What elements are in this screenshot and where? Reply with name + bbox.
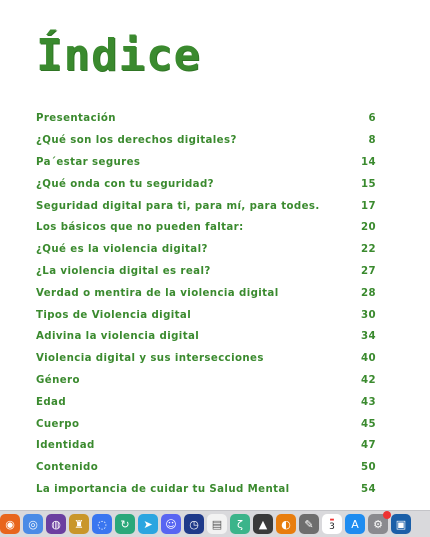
toc-entry-label: Identidad (36, 440, 95, 452)
toc-entry-label: Cuerpo (36, 418, 80, 430)
feather-icon[interactable]: ζ (230, 514, 250, 534)
telegram-icon[interactable]: ➤ (138, 514, 158, 534)
toc-entry[interactable] (36, 108, 376, 130)
toc-entry-page-number: 27 (361, 265, 376, 277)
toc-entry-page-number: 54 (361, 483, 376, 495)
toc-entry-label: Los básicos que no pueden faltar: (36, 222, 244, 234)
toc-entry-label: Contenido (36, 462, 99, 474)
chrome-icon[interactable]: ◎ (23, 514, 43, 534)
toc-entry-page-number: 15 (361, 178, 376, 190)
toc-entry-page-number: 34 (361, 331, 376, 343)
toc-entry-label: Violencia digital y sus intersecciones (36, 353, 264, 365)
toc-entry[interactable] (36, 152, 376, 174)
calendar-month-strip: ▬ (329, 516, 335, 523)
toc-entry-label: Verdad o mentira de la violencia digital (36, 287, 279, 299)
toc-entry-label: Pa´estar segures (36, 156, 141, 168)
toc-entry[interactable] (36, 282, 376, 304)
calendar-day: 3 (329, 521, 335, 532)
toc-entry[interactable] (36, 326, 376, 348)
toc-entry-page-number: 22 (361, 244, 376, 256)
toc-entry-label: Tipos de Violencia digital (36, 309, 192, 321)
toc-entry-label: Seguridad digital para ti, para mí, para todes. (36, 200, 320, 212)
toc-entry-label: Adivina la violencia digital (36, 331, 200, 343)
firefox-icon[interactable]: ◉ (0, 514, 20, 534)
preview-icon[interactable]: ▣ (391, 514, 411, 534)
signal-icon[interactable]: ◌ (92, 514, 112, 534)
toc-entry-label: ¿Qué es la violencia digital? (36, 244, 208, 256)
sync-icon[interactable]: ↻ (115, 514, 135, 534)
toc-entry-page-number: 8 (368, 135, 376, 147)
discord-icon[interactable]: ☺ (161, 514, 181, 534)
toc-entry-label: La importancia de cuidar tu Salud Mental (36, 483, 290, 495)
toc-entry-label: Presentación (36, 113, 116, 125)
toc-entry-label: ¿Qué onda con tu seguridad? (36, 178, 214, 190)
toc-entry-page-number: 43 (361, 396, 376, 408)
toc-entry[interactable] (36, 479, 376, 501)
inkscape-icon[interactable]: ▲ (253, 514, 273, 534)
toc-entry-page-number: 17 (361, 200, 376, 212)
toc-entry[interactable] (36, 195, 376, 217)
tor-icon[interactable]: ◍ (46, 514, 66, 534)
gimp-icon[interactable]: ✎ (299, 514, 319, 534)
toc-entry-label: Género (36, 374, 80, 386)
toc-entry-page-number: 40 (361, 353, 376, 365)
toc-entry[interactable] (36, 217, 376, 239)
toc-entry[interactable] (36, 130, 376, 152)
toc-entry-page-number: 45 (361, 418, 376, 430)
toc-entry[interactable] (36, 348, 376, 370)
toc-entry[interactable] (36, 261, 376, 283)
system-settings-icon[interactable]: ⚙ (368, 514, 388, 534)
toc-entry[interactable] (36, 304, 376, 326)
toc-entry[interactable] (36, 413, 376, 435)
toc-entry[interactable] (36, 370, 376, 392)
toc-entry[interactable] (36, 457, 376, 479)
toc-entry-page-number: 42 (361, 374, 376, 386)
toc-entry[interactable] (36, 173, 376, 195)
toc-entry-page-number: 14 (361, 156, 376, 168)
toc-entry-label: ¿La violencia digital es real? (36, 265, 211, 277)
toc-entry-page-number: 50 (361, 462, 376, 474)
calendar-icon[interactable] (322, 514, 342, 534)
toc-entry-label: Edad (36, 396, 67, 408)
toc-entry-page-number: 30 (361, 309, 376, 321)
toc-entry[interactable] (36, 435, 376, 457)
blender-icon[interactable]: ◐ (276, 514, 296, 534)
toc-entry-page-number: 47 (361, 440, 376, 452)
toc-entry[interactable] (36, 391, 376, 413)
dock (0, 510, 430, 537)
table-of-contents (36, 108, 376, 500)
toc-entry-page-number: 20 (361, 222, 376, 234)
toc-entry[interactable] (36, 239, 376, 261)
document-icon[interactable]: ▤ (207, 514, 227, 534)
app-store-icon[interactable]: A (345, 514, 365, 534)
clock-icon[interactable]: ◷ (184, 514, 204, 534)
toc-entry-page-number: 6 (368, 113, 376, 125)
toc-entry-page-number: 28 (361, 287, 376, 299)
keka-icon[interactable]: ♜ (69, 514, 89, 534)
notification-badge (383, 511, 391, 519)
toc-entry-label: ¿Qué son los derechos digitales? (36, 135, 237, 147)
index-title: Índice (36, 30, 201, 81)
